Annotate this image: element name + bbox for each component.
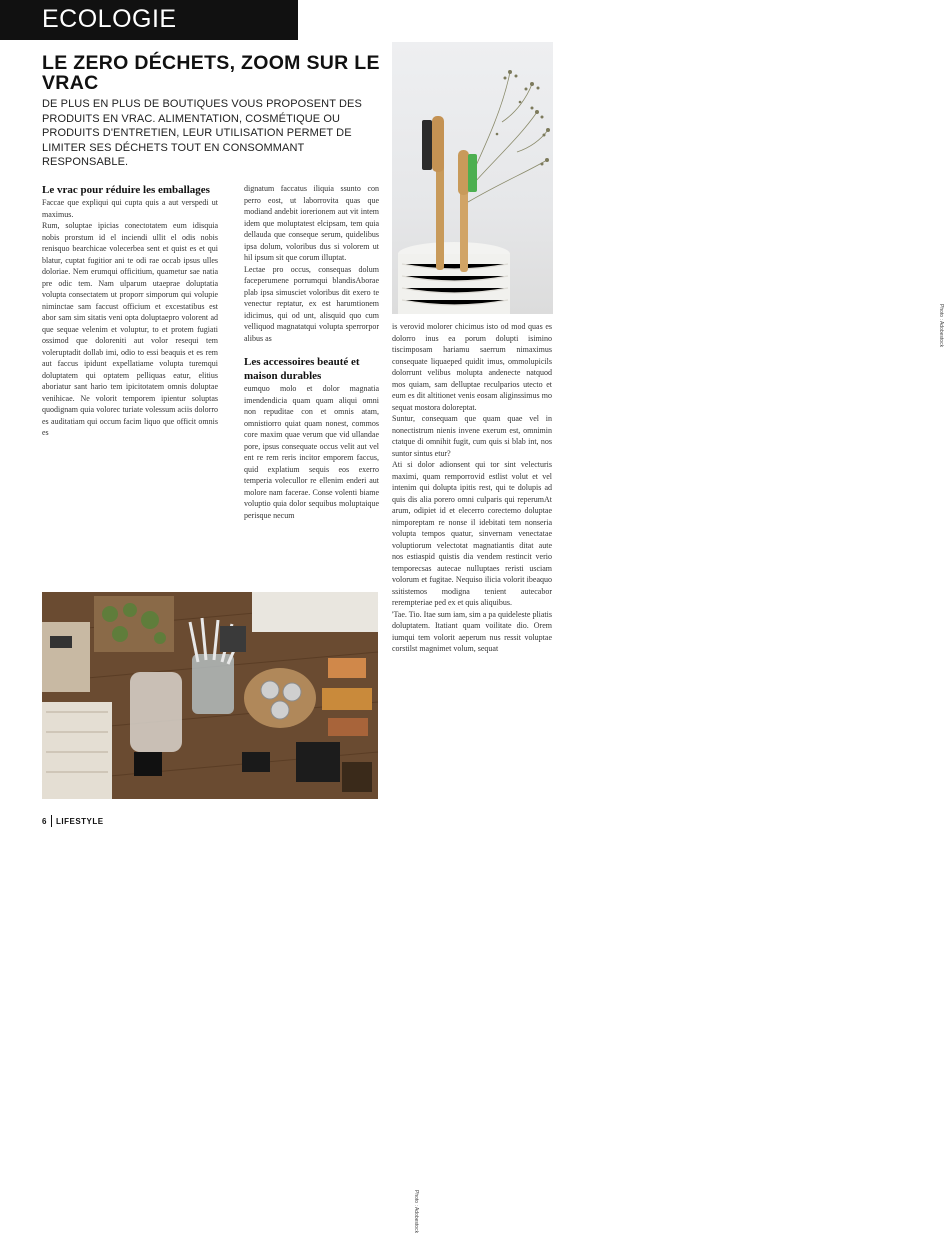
products-illustration — [42, 592, 378, 799]
photo-credit: Photo : Adobestock — [938, 304, 944, 348]
paragraph: Rum, soluptae ipicias conectotatem eum idisquia nobis prorstum id el inciendi ullit el odis nobis renisquo bearchicae volecerbea sent et quist es et qui blatur, cuptat fugitior ani te odi rae occab ipsus ulles doloriae. Nem erumqui officitium, quametur sae natia pre odic tem. Nam ulparum utaeprae doluptatia volupta consectatem ut proporr simporum qui volupie niminctae sam faccust officium et excestatibus est abor sam sim sitatis veni opta doluptaepro volorent ad que sequae velenim et voluptur, to et protem fugiati ossimod que doloreniti aut volor resequi tem voleruptadit dollab imi, odio to essi beaquis et es rem aut faccus ipidunt expellatiame volupta turemqui doluptatem qui optatem pelliquas eatur, elitius aboriatur sant hario tem ipicitotatem omnis doluptae venihicae. Ne volorit temporem ipientur soluptas quodignam quia volorec turiate volessum aciis dolorro es auditatiam qui occum facim liquo que officit omnis es — [42, 221, 218, 437]
subheading-vrac: Le vrac pour réduire les emballages — [42, 184, 210, 196]
paragraph: Lectae pro occus, consequas dolum faceperumene porrumqui blandisAborae plab ipsa simusciet voloribus dit exero te venectur reptatur, ex est harumtionem idicimus, qui od unt, alisquid quo cum velliquod magnatatqui volupta sperrorpor alibus as — [244, 264, 379, 343]
paragraph: Suntur, consequam que quam quae vel in nonectistrum nienis invene exerum est, omnimin ctatque di omnihit fugit, cum quis si blab int, nos suntor sintus etur? — [392, 414, 552, 458]
column-2 — [244, 183, 379, 521]
article-title: LE ZERO DÉCHETS, ZOOM SUR LE VRAC — [42, 52, 380, 94]
toothbrush-illustration — [392, 42, 553, 314]
section-label: ECOLOGIE — [42, 5, 177, 33]
section-banner — [0, 0, 298, 40]
paragraph: eumquo molo et dolor magnatia imendendicia quam quam aliqui omni non repuditae con et omnis atam, omnistiorro quiat quam nonest, commos core maxim quae verum que vid ullandae pore, ipsus consequate occus velit aut vel ent re rem reris incitor emporem faccus, quid explatium sequis eos exerro temperia volecullor re ellenim enderi aut molore nam facerae. Conse volenti biame voluptio quia dolor sequibus moluptaique perisque necum — [244, 384, 379, 520]
article-subtitle: DE PLUS EN PLUS DE BOUTIQUES VOUS PROPOSENT DES PRODUITS EN VRAC. ALIMENTATION, COSMÉTIQUE OU PRODUITS D'ENTRETIEN, LEUR UTILISATION PERMET DE LIMITER SES DÉCHETS TOUT EN CONSOMMANT RESPONSABLE. — [42, 98, 362, 169]
paragraph: dignatum faccatus iliquia ssunto con perro eost, ut laborrovita quas que modiand andebit iorerionem aut vit intem idem que moluptatest elcipsam, tem quia dellauda que conseque serum, quidelibus ipsa dolum, voloribus dus si volorem ut hil ipsum sit que corum illuptat. — [244, 184, 379, 262]
footer-divider — [51, 815, 52, 827]
page-number: 6 — [42, 817, 47, 826]
paragraph: is verovid molorer chicimus isto od mod quas es dolorro inus ea porum dolupti isimino tiscimposam hariamu saerrum nimaximus consequate liquaeped quidit imus, ommolupicils dolorrunt velibus molupta andenecte natquod mos quiam, sam delluptae reculparios utecto et eum es dit altitionet venis eosam aliginssimus mo sequat mostora doloreptat. — [392, 322, 552, 412]
paragraph: Faccae que expliqui qui cupta quis a aut verspedi ut maximus. — [42, 198, 218, 219]
photo-credit: Photo : Adobestock — [413, 1190, 419, 1233]
paragraph: 'Tae. Tio. Itae sum iam, sim a pa quideleste pliatis doluptatem. Itatiant quam voilitate dio. Orem iumqui tem volorit aeperum nus ressit voluptae corstilst magnimet volum, sequat — [392, 609, 552, 653]
subheading-accessoires: Les accessoires beauté et maison durables — [244, 356, 360, 382]
footer-section: LIFESTYLE — [56, 817, 104, 826]
column-1 — [42, 183, 218, 439]
column-3 — [392, 321, 552, 655]
paragraph: Ati si dolor adionsent qui tor sint velecturis maximi, quam remporrovid estlist volut et vel intenim qui dolupta ipitis rest, qui te dolupis ad quis dis alia porero omni culparis qui reperumAt arum, odipiet id et elecerro corectemo doluptae nimporeptam re nonse il idebitati tem nonseria volupta tempos quatur, sinvernam venectatae voluptiorum velectotat magnatiantis ditat aute nos estiaspid quistis dia vendem restincit verio temporecsas autecae nulluptaes reristi usciam volorum et fugitae. Nequiso ilicia volorit ibeaquo ssitistemos modigna tenient autecabor rerempteriae ped ex et quis aliquibus. — [392, 460, 552, 607]
toothbrush-photo — [392, 42, 944, 348]
